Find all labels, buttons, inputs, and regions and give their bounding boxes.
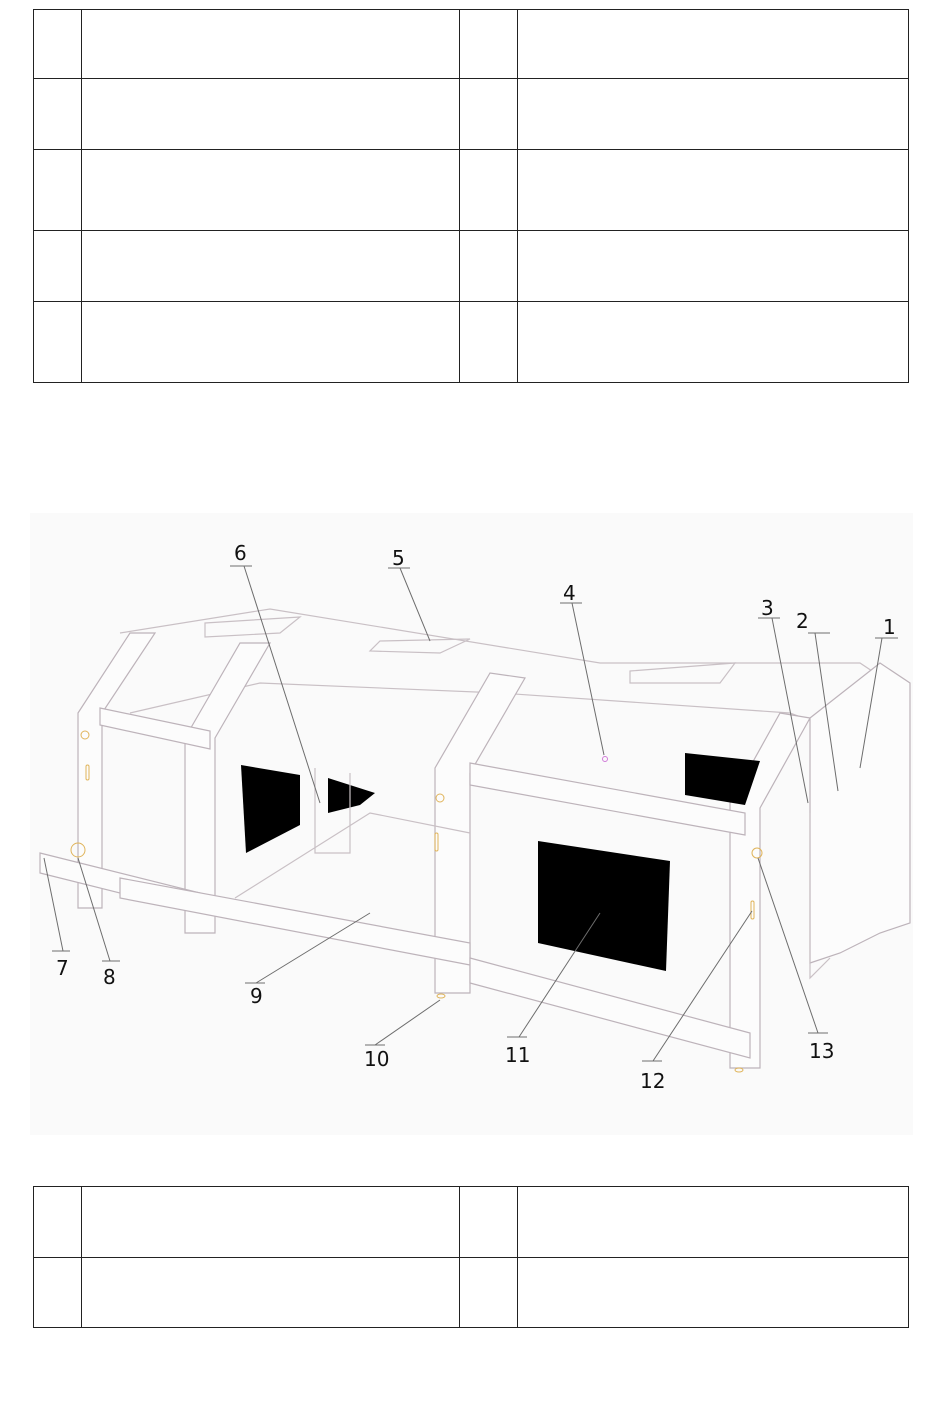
roof-vent — [205, 617, 300, 637]
callout-6: 6 — [234, 541, 247, 565]
callout-10: 10 — [364, 1047, 390, 1071]
table-row — [34, 79, 909, 150]
cell-description — [82, 1187, 460, 1258]
cell-description — [82, 302, 460, 383]
parts-table-top — [33, 9, 909, 383]
callout-8: 8 — [103, 965, 116, 989]
leader-line — [365, 1000, 440, 1045]
end-wall — [810, 663, 910, 963]
cell-description — [82, 1258, 460, 1328]
cell-number — [34, 150, 82, 231]
side-tube-top — [100, 708, 210, 749]
cell-number — [460, 150, 518, 231]
cell-description — [518, 1187, 909, 1258]
callout-1: 1 — [883, 615, 896, 639]
cell-description — [518, 231, 909, 302]
roof-vent — [630, 663, 735, 683]
cell-number — [460, 10, 518, 79]
table-row — [34, 231, 909, 302]
booth-drawing — [30, 513, 913, 1135]
cell-description — [82, 10, 460, 79]
cell-number — [34, 79, 82, 150]
sensor-icon — [603, 757, 608, 762]
leader-line — [560, 603, 604, 755]
cell-description — [82, 79, 460, 150]
callout-12: 12 — [640, 1069, 666, 1093]
cell-description — [518, 10, 909, 79]
cell-number — [460, 1187, 518, 1258]
booth-diagram — [30, 513, 913, 1135]
callout-3: 3 — [761, 596, 774, 620]
table-row — [34, 150, 909, 231]
callout-5: 5 — [392, 546, 405, 570]
ground-tube — [120, 878, 470, 965]
cell-number — [460, 79, 518, 150]
parts-table-bottom — [33, 1186, 909, 1328]
cell-number — [460, 1258, 518, 1328]
table-row — [34, 302, 909, 383]
callout-4: 4 — [563, 581, 576, 605]
cell-number — [34, 231, 82, 302]
cell-number — [34, 1258, 82, 1328]
cell-description — [82, 150, 460, 231]
cell-number — [34, 10, 82, 79]
leader-line — [388, 568, 430, 641]
cell-number — [460, 302, 518, 383]
callout-11: 11 — [505, 1043, 531, 1067]
cell-number — [34, 302, 82, 383]
side-window — [328, 778, 375, 813]
roof-vent — [370, 639, 470, 653]
callout-2: 2 — [796, 609, 809, 633]
valve-icon — [437, 994, 445, 998]
table-row — [34, 10, 909, 79]
callout-7: 7 — [56, 956, 69, 980]
table-row — [34, 1258, 909, 1328]
front-window — [538, 841, 670, 971]
cell-number — [34, 1187, 82, 1258]
cell-description — [518, 150, 909, 231]
callout-13: 13 — [809, 1039, 835, 1063]
cell-description — [518, 1258, 909, 1328]
callout-9: 9 — [250, 984, 263, 1008]
cell-number — [460, 231, 518, 302]
cell-description — [518, 79, 909, 150]
table-row — [34, 1187, 909, 1258]
side-window — [241, 765, 300, 853]
cell-description — [518, 302, 909, 383]
cell-description — [82, 231, 460, 302]
